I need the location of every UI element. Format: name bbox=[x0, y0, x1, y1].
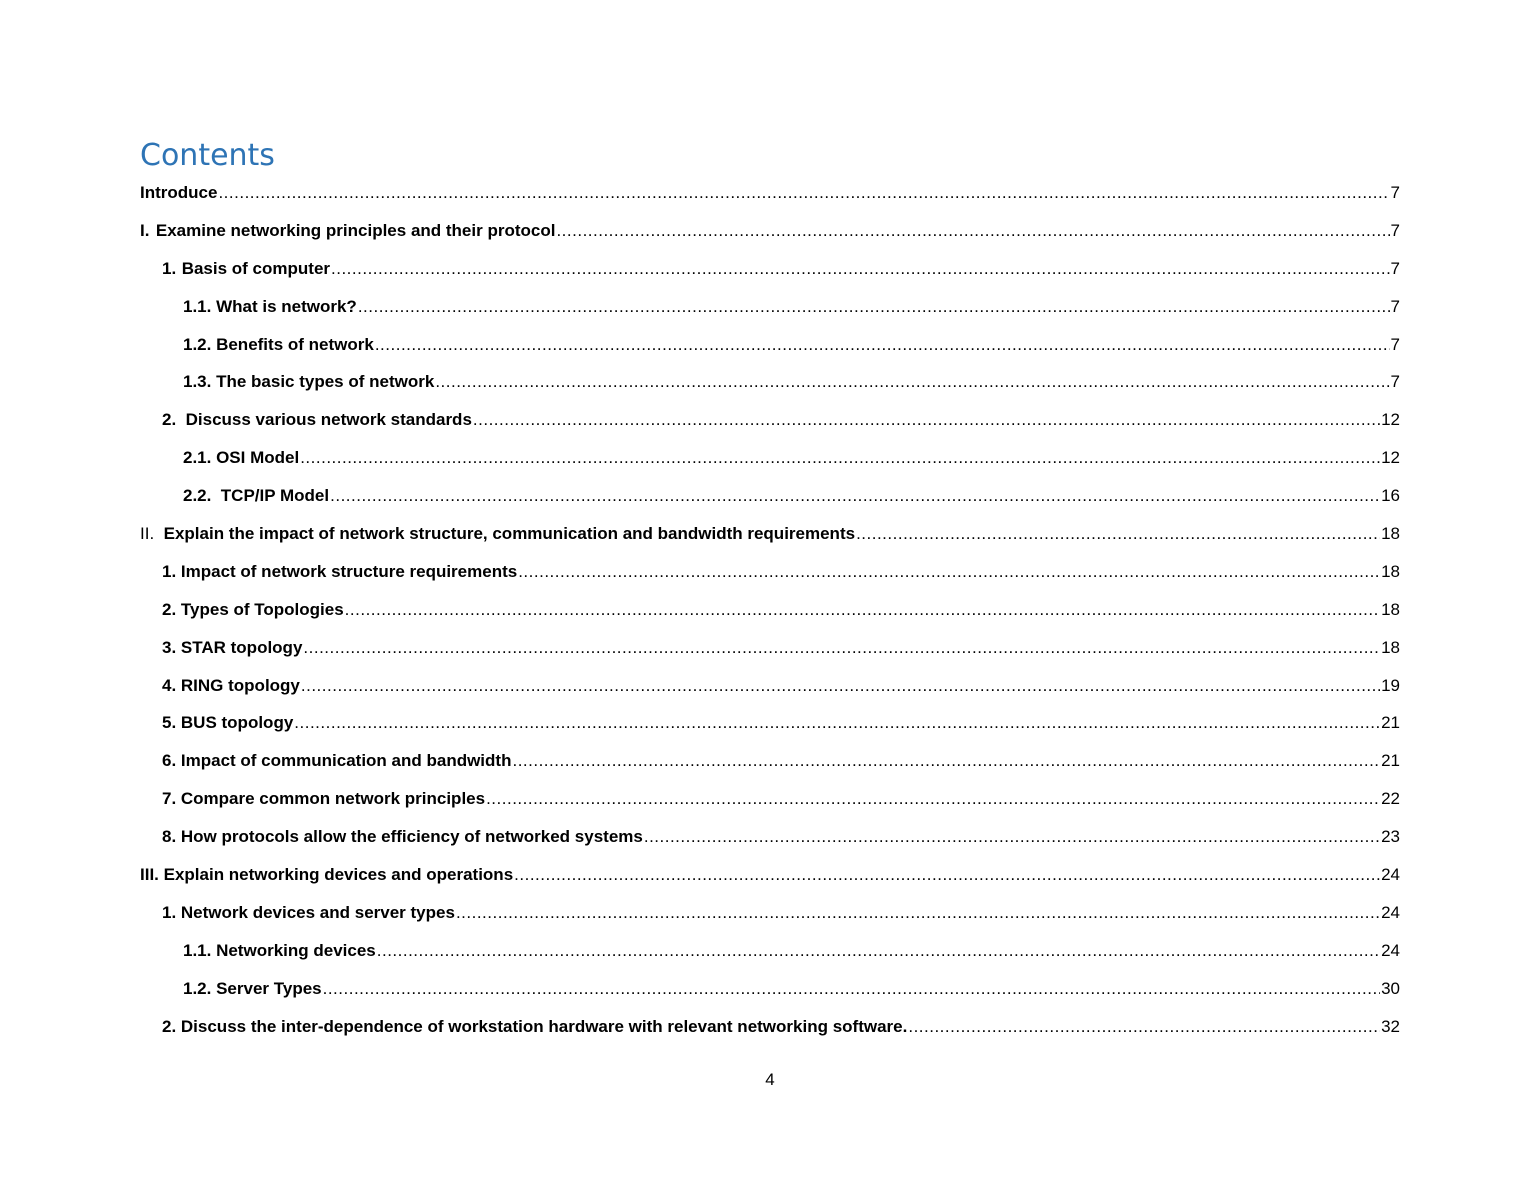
toc-entry-compare-principles[interactable] bbox=[140, 780, 1400, 818]
toc-dot-leader bbox=[323, 970, 1380, 1008]
toc-entry-title: 4. RING topology bbox=[162, 675, 300, 695]
toc-dot-leader bbox=[218, 174, 1389, 212]
toc-entry-network-standards[interactable] bbox=[140, 401, 1400, 439]
toc-page-number: 22 bbox=[1381, 789, 1400, 809]
toc-page-number: 18 bbox=[1381, 524, 1400, 544]
page-number: 4 bbox=[765, 1070, 775, 1089]
toc-entry-title: 6. Impact of communication and bandwidth bbox=[162, 751, 512, 771]
toc-entry-bus-topology[interactable] bbox=[140, 704, 1400, 742]
toc-entry-network-structure[interactable] bbox=[140, 553, 1400, 591]
toc-page-number: 24 bbox=[1381, 902, 1400, 922]
toc-page-number: 21 bbox=[1381, 713, 1400, 733]
toc-entry-title: 1.1. What is network? bbox=[183, 296, 357, 316]
toc-page-number: 32 bbox=[1381, 1016, 1400, 1036]
toc-entry-title: 1.1. Networking devices bbox=[183, 940, 376, 960]
toc-page-number: 12 bbox=[1381, 410, 1400, 430]
toc-entry-star-topology[interactable] bbox=[140, 629, 1400, 667]
toc-page-number: 24 bbox=[1381, 865, 1400, 885]
toc-entry-benefits-of-network[interactable] bbox=[140, 326, 1400, 364]
toc-entry-protocol-efficiency[interactable] bbox=[140, 818, 1400, 856]
toc-entry-title: Introduce bbox=[140, 183, 218, 202]
toc-entry-osi-model[interactable] bbox=[140, 439, 1400, 477]
toc-dot-leader bbox=[512, 742, 1380, 780]
toc-page-number: 7 bbox=[1390, 334, 1400, 354]
toc-dot-leader bbox=[473, 401, 1380, 439]
toc-entry-number: I. bbox=[140, 220, 150, 240]
toc-entry-tcp-ip-model[interactable] bbox=[140, 477, 1400, 515]
toc-entry-introduce[interactable] bbox=[140, 174, 1400, 212]
toc-entry-communication-bandwidth[interactable] bbox=[140, 742, 1400, 780]
toc-entry-networking-devices[interactable] bbox=[140, 932, 1400, 970]
toc-entry-basis-of-computer[interactable] bbox=[140, 250, 1400, 288]
toc-entry-title: 1.3. The basic types of network bbox=[183, 372, 435, 392]
toc-dot-leader bbox=[375, 326, 1390, 364]
toc-dot-leader bbox=[518, 553, 1380, 591]
toc-entry-workstation-hardware[interactable] bbox=[140, 1008, 1400, 1046]
toc-entry-title: 2. Discuss various network standards bbox=[162, 410, 472, 430]
toc-entry-what-is-network[interactable] bbox=[140, 288, 1400, 326]
toc-page-number: 23 bbox=[1381, 827, 1400, 847]
toc-page-number: 7 bbox=[1390, 220, 1400, 240]
toc-entry-basic-types-of-network[interactable] bbox=[140, 363, 1400, 401]
toc-page-number: 7 bbox=[1390, 183, 1400, 202]
toc-page-number: 19 bbox=[1381, 675, 1400, 695]
toc-dot-leader bbox=[908, 1008, 1380, 1046]
toc-dot-leader bbox=[377, 932, 1380, 970]
toc-heading: Contents bbox=[140, 138, 275, 173]
toc-dot-leader bbox=[294, 704, 1380, 742]
toc-entry-section-iii[interactable] bbox=[140, 856, 1400, 894]
toc-dot-leader bbox=[856, 515, 1380, 553]
toc-entry-section-ii[interactable] bbox=[140, 515, 1400, 553]
toc-page-number: 18 bbox=[1381, 561, 1400, 581]
toc-entry-title: 3. STAR topology bbox=[162, 637, 303, 657]
toc-dot-leader bbox=[486, 780, 1380, 818]
toc-dot-leader bbox=[556, 212, 1389, 250]
toc-page-number: 24 bbox=[1381, 940, 1400, 960]
toc-entry-title: III. Explain networking devices and operations bbox=[140, 865, 514, 885]
toc-dot-leader bbox=[345, 591, 1380, 629]
toc-entry-title-text: Explain the impact of network structure, communication and bandwidth requirements bbox=[163, 524, 856, 544]
toc-entry-title: 1.2. Benefits of network bbox=[183, 334, 374, 354]
toc-page-number: 16 bbox=[1381, 486, 1400, 506]
toc-entry-title: 2.2. TCP/IP Model bbox=[183, 486, 330, 506]
toc-page-number: 21 bbox=[1381, 751, 1400, 771]
toc-entry-title: 7. Compare common network principles bbox=[162, 789, 486, 809]
toc-entry-devices-server-types[interactable] bbox=[140, 894, 1400, 932]
toc-entry-title: 2. Discuss the inter-dependence of workstation hardware with relevant networking software. bbox=[162, 1016, 908, 1036]
toc-page-number: 12 bbox=[1381, 448, 1400, 468]
toc-entry-title: 8. How protocols allow the efficiency of networked systems bbox=[162, 827, 643, 847]
toc-entry-section-i[interactable] bbox=[140, 212, 1400, 250]
toc-page-number: 7 bbox=[1390, 296, 1400, 316]
toc-dot-leader bbox=[644, 818, 1380, 856]
toc-entry-title: 5. BUS topology bbox=[162, 713, 294, 733]
toc-entry-number: II. bbox=[140, 524, 155, 544]
toc-entry-title: Examine networking principles and their protocol bbox=[155, 220, 556, 240]
toc-dot-leader bbox=[358, 288, 1390, 326]
toc-entry-ring-topology[interactable] bbox=[140, 667, 1400, 705]
toc-entry-title: 2.1. OSI Model bbox=[183, 448, 300, 468]
toc-page-number: 18 bbox=[1381, 637, 1400, 657]
toc-dot-leader bbox=[331, 250, 1390, 288]
toc-dot-leader bbox=[435, 363, 1389, 401]
toc-page-number: 7 bbox=[1390, 258, 1400, 278]
table-of-contents bbox=[140, 174, 1400, 1045]
toc-entry-types-of-topologies[interactable] bbox=[140, 591, 1400, 629]
toc-entry-title: 2. Types of Topologies bbox=[162, 599, 344, 619]
toc-dot-leader bbox=[330, 477, 1380, 515]
toc-entry-title: 1. Network devices and server types bbox=[162, 902, 455, 922]
toc-entry-title bbox=[154, 515, 855, 553]
toc-dot-leader bbox=[300, 439, 1380, 477]
toc-entry-title: 1.2. Server Types bbox=[183, 978, 322, 998]
toc-entry-title: Basis of computer bbox=[181, 258, 331, 278]
toc-dot-leader bbox=[303, 629, 1380, 667]
toc-dot-leader bbox=[301, 667, 1380, 705]
toc-entry-title: 1. Impact of network structure requirements bbox=[162, 561, 518, 581]
toc-page-number: 7 bbox=[1390, 372, 1400, 392]
toc-page-number: 18 bbox=[1381, 599, 1400, 619]
toc-page-number: 30 bbox=[1381, 978, 1400, 998]
toc-dot-leader bbox=[456, 894, 1380, 932]
toc-entry-number: 1. bbox=[162, 258, 177, 278]
toc-entry-server-types[interactable] bbox=[140, 970, 1400, 1008]
toc-dot-leader bbox=[514, 856, 1380, 894]
